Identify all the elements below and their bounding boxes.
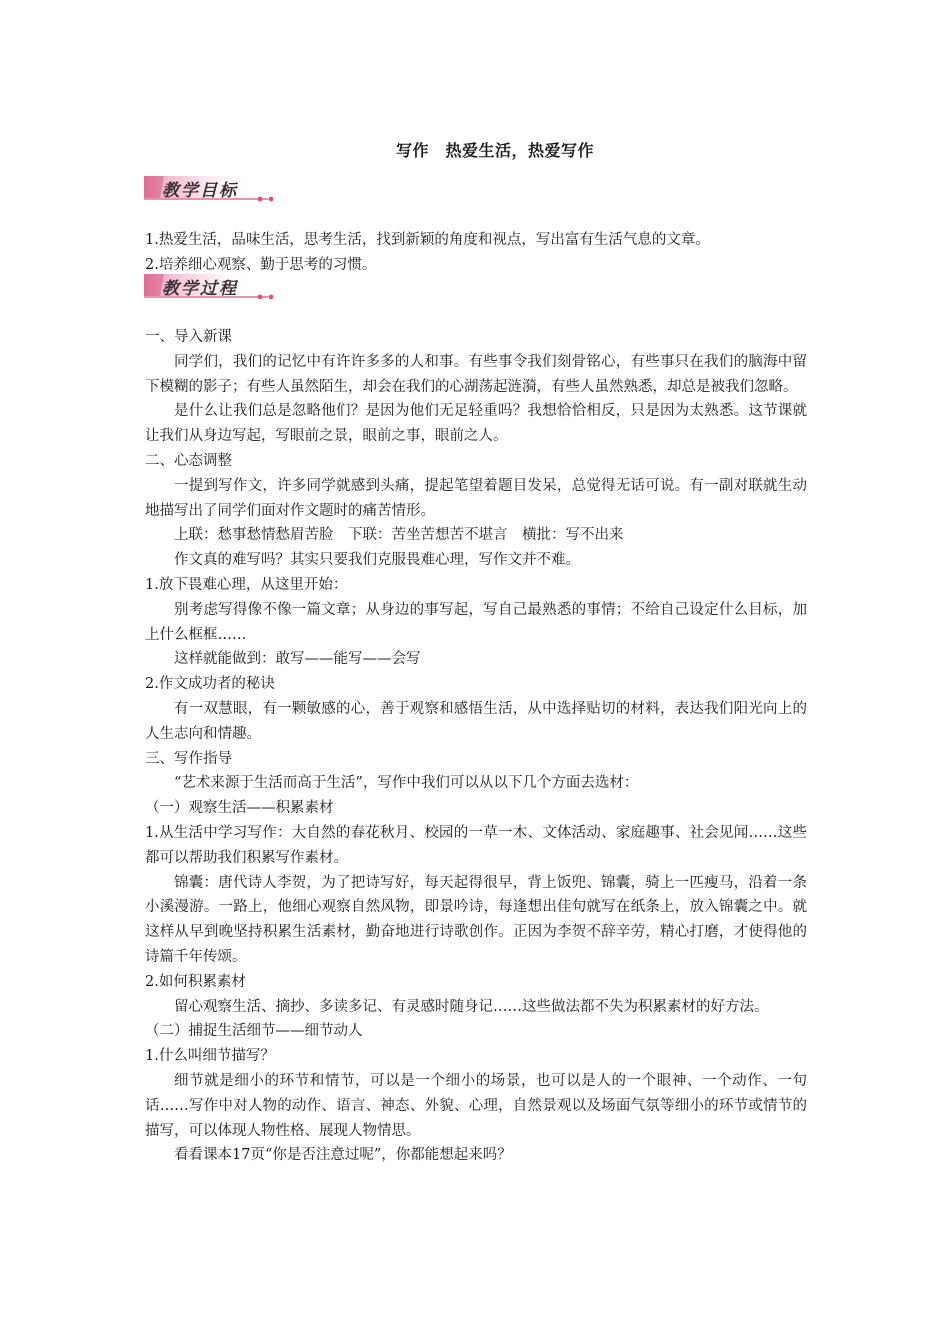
process-body bbox=[145, 325, 807, 1168]
subheading: （二）捕捉生活细节——细节动人 bbox=[145, 1023, 363, 1040]
subheading: 1.什么叫细节描写？ bbox=[145, 1048, 275, 1065]
section-header-goals: 教学目标 bbox=[162, 181, 238, 201]
subheading: 1.放下畏难心理，从这里开始： bbox=[145, 576, 348, 593]
paragraph: 别考虑写得像不像一篇文章；从身边的事写起，写自己最熟悉的事情；不给自己设定什么目标，加上什么框框…… bbox=[145, 601, 807, 643]
paragraph: 同学们，我们的记忆中有许许多多的人和事。有些事令我们刻骨铭心，有些事只在我们的脑海中留下模糊的影子；有些人虽然陌生，却会在我们的心湖荡起涟漪，有些人虽然熟悉，却总是被我们忽略。 bbox=[145, 353, 807, 395]
subheading: 2.如何积累素材 bbox=[145, 973, 246, 990]
heading-guidance: 三、写作指导 bbox=[145, 750, 232, 767]
section-banner-goals bbox=[140, 172, 280, 212]
couplet: 上联：愁事愁情愁眉苦脸 下联：苦坐苦想苦不堪言 横批：写不出来 bbox=[174, 527, 624, 544]
section-header-process: 教学过程 bbox=[162, 279, 238, 299]
section-banner-process bbox=[140, 270, 280, 310]
paragraph: 细节就是细小的环节和情节，可以是一个细小的场景，也可以是人的一个眼神、一个动作、一句话……写作中对人物的动作、语言、神态、外貌、心理，自然景观以及场面气氛等细小的环节或情节的描写，可以体现人物性格、展现人物情思。 bbox=[145, 1072, 807, 1139]
paragraph: 留心观察生活、摘抄、多读多记、有灵感时随身记……这些做法都不失为积累素材的好方法。 bbox=[174, 998, 769, 1015]
goal-item: 1.热爱生活，品味生活，思考生活，找到新颖的角度和视点，写出富有生活气息的文章。 bbox=[145, 232, 710, 248]
paragraph: “艺术来源于生活而高于生活”，写作中我们可以从以下几个方面去选材： bbox=[174, 775, 639, 792]
paragraph: 看看课本17页“你是否注意过呢”，你都能想起来吗？ bbox=[174, 1147, 512, 1164]
heading-mindset: 二、心态调整 bbox=[145, 452, 232, 469]
subheading: 2.作文成功者的秘诀 bbox=[145, 676, 275, 693]
paragraph: 有一双慧眼，有一颗敏感的心，善于观察和感悟生活，从中选择贴切的材料，表达我们阳光向上的人生志向和情趣。 bbox=[145, 700, 807, 742]
subheading: （一）观察生活——积累素材 bbox=[145, 800, 334, 817]
paragraph: 1.从生活中学习写作：大自然的春花秋月、校园的一草一木、文体活动、家庭趣事、社会见闻……这些都可以帮助我们积累写作素材。 bbox=[145, 824, 807, 866]
paragraph: 这样就能做到：敢写——能写——会写 bbox=[174, 651, 421, 668]
paragraph: 一提到写作文，许多同学就感到头痛，提起笔望着题目发呆，总觉得无话可说。有一副对联就生动地描写出了同学们面对作文题时的痛苦情形。 bbox=[145, 477, 807, 519]
goal-item: 2.培养细心观察、勤于思考的习惯。 bbox=[145, 256, 377, 273]
heading-intro: 一、导入新课 bbox=[145, 329, 232, 345]
paragraph: 是什么让我们总是忽略他们？是因为他们无足轻重吗？我想恰恰相反，只是因为太熟悉。这节课就让我们从身边写起，写眼前之景，眼前之事，眼前之人。 bbox=[145, 403, 807, 445]
paragraph: 作文真的难写吗？其实只要我们克服畏难心理，写作文并不难。 bbox=[174, 552, 580, 569]
page-title: 写作 热爱生活，热爱写作 bbox=[395, 141, 594, 160]
paragraph: 锦囊：唐代诗人李贺，为了把诗写好，每天起得很早，背上饭兜、锦囊，骑上一匹瘦马，沿着一条小溪漫游。一路上，他细心观察自然风物，即景吟诗，每逢想出佳句就写在纸条上，放入锦囊之中。就这样从早到晚坚持积累生活素材，勤奋地进行诗歌创作。正因为李贺不辞辛劳，精心打磨，才使得他的诗篇千年传颂。 bbox=[145, 874, 807, 965]
